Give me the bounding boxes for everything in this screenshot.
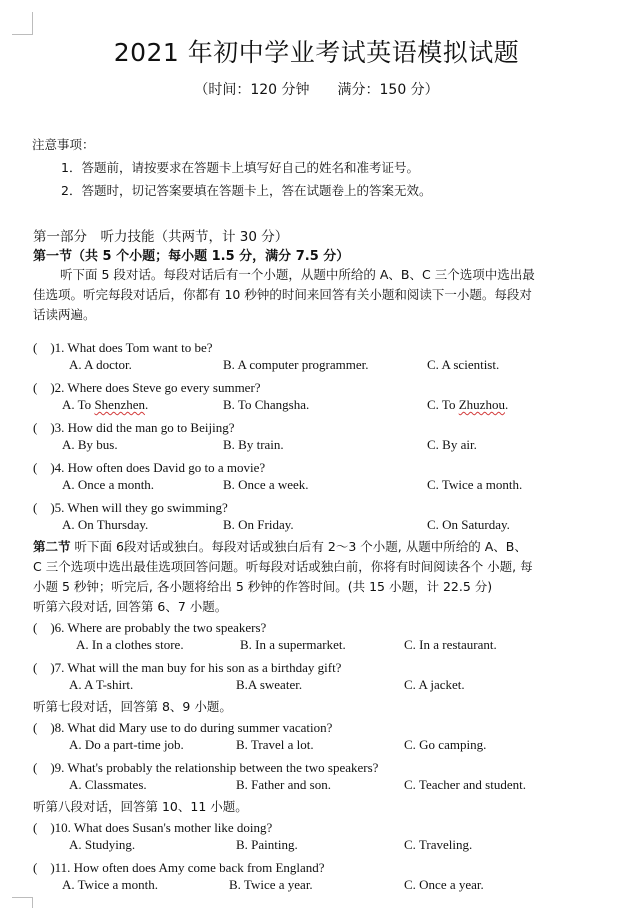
section2-instructions-line-2: C 三个选项中选出最佳选项回答问题。听每段对话或独白前，你将有时间阅读各个 小题, 每 (33, 559, 533, 574)
question-8: ( )8. What did Mary use to do during summer vacation? (33, 720, 333, 735)
page-corner-mark-bottom (12, 897, 33, 908)
question-4-option-a: A. Once a month. (62, 477, 155, 492)
question-11: ( )11. How often does Amy come back from England? (33, 860, 325, 875)
question-3: ( )3. How did the man go to Beijing? (33, 420, 235, 435)
question-10: ( )10. What does Susan's mother like doing? (33, 820, 273, 835)
section1-instructions-line-1: 听下面 5 段对话。每段对话后有一个小题，从题中所给的 A、B、C 三个选项中选出最 (60, 267, 535, 282)
question-4: ( )4. How often does David go to a movie? (33, 460, 266, 475)
notes-heading: 注意事项： (32, 137, 95, 152)
question-2: ( )2. Where does Steve go every summer? (33, 380, 261, 395)
page-corner-mark-top (12, 12, 33, 35)
question-8-option-b: B. Travel a lot. (236, 737, 314, 752)
question-10-option-a: A. Studying. (69, 837, 136, 852)
group-heading-8-9: 听第七段对话，回答第 8、9 小题。 (33, 699, 232, 714)
question-2-option-a: A. To Shenzhen. (62, 397, 149, 412)
question-9: ( )9. What's probably the relationship between the two speakers? (33, 760, 379, 775)
question-10-option-c: C. Traveling. (404, 837, 473, 852)
question-9-option-c: C. Teacher and student. (404, 777, 526, 792)
question-6-option-a: A. In a clothes store. (76, 637, 184, 652)
question-7: ( )7. What will the man buy for his son as a birthday gift? (33, 660, 342, 675)
section2-instructions-line-3: 小题 5 秒钟；听完后, 各小题将给出 5 秒钟的作答时间。(共 15 小题，计 22.5 分) (33, 579, 493, 594)
section1-instructions-line-3: 话读两遍。 (33, 307, 96, 322)
question-11-option-b: B. Twice a year. (229, 877, 313, 892)
question-5-option-a: A. On Thursday. (62, 517, 149, 532)
group-heading-10-11: 听第八段对话，回答第 10、11 小题。 (33, 799, 248, 814)
section2-instructions-line-1: 第二节 听下面 6段对话或独白。每段对话或独白后有 2～3 个小题, 从题中所给的 A、B、 (33, 539, 527, 554)
question-6-option-b: B. In a supermarket. (240, 637, 346, 652)
question-4-option-b: B. Once a week. (223, 477, 309, 492)
question-4-option-c: C. Twice a month. (427, 477, 523, 492)
section2-heading: 第二节 (33, 539, 71, 554)
question-5: ( )5. When will they go swimming? (33, 500, 228, 515)
question-8-option-a: A. Do a part-time job. (69, 737, 184, 752)
question-7-option-b: B.A sweater. (236, 677, 303, 692)
question-6-option-c: C. In a restaurant. (404, 637, 497, 652)
question-1-option-b: B. A computer programmer. (223, 357, 369, 372)
exam-title: 2021 年初中学业考试英语模拟试题 (113, 38, 520, 67)
question-9-option-a: A. Classmates. (69, 777, 147, 792)
question-3-option-b: B. By train. (223, 437, 284, 452)
question-11-option-a: A. Twice a month. (62, 877, 158, 892)
note-item-1: 1．答题前，请按要求在答题卡上填写好自己的姓名和准考证号。 (61, 160, 419, 175)
exam-subtitle: （时间：120 分钟 满分：150 分） (194, 82, 439, 98)
question-1: ( )1. What does Tom want to be? (33, 340, 213, 355)
question-3-option-a: A. By bus. (62, 437, 118, 452)
note-item-2: 2．答题时，切记答案要填在答题卡上，答在试题卷上的答案无效。 (61, 183, 432, 198)
question-1-option-a: A. A doctor. (69, 357, 132, 372)
question-6: ( )6. Where are probably the two speakers? (33, 620, 267, 635)
question-11-option-c: C. Once a year. (404, 877, 484, 892)
question-1-option-c: C. A scientist. (427, 357, 500, 372)
section1-heading: 第一节（共 5 个小题；每小题 1.5 分，满分 7.5 分） (33, 249, 350, 264)
question-8-option-c: C. Go camping. (404, 737, 487, 752)
question-10-option-b: B. Painting. (236, 837, 298, 852)
question-5-option-c: C. On Saturday. (427, 517, 510, 532)
question-2-option-b: B. To Changsha. (223, 397, 310, 412)
question-9-option-b: B. Father and son. (236, 777, 331, 792)
question-3-option-c: C. By air. (427, 437, 477, 452)
question-7-option-c: C. A jacket. (404, 677, 465, 692)
group-heading-6-7: 听第六段对话, 回答第 6、7 小题。 (33, 599, 228, 614)
section1-instructions-line-2: 佳选项。听完每段对话后，你都有 10 秒钟的时间来回答有关小题和阅读下一小题。每段对 (33, 287, 532, 302)
part1-heading: 第一部分 听力技能（共两节，计 30 分） (33, 229, 289, 245)
question-7-option-a: A. A T-shirt. (69, 677, 134, 692)
question-2-option-c: C. To Zhuzhou. (427, 397, 509, 412)
question-5-option-b: B. On Friday. (223, 517, 294, 532)
